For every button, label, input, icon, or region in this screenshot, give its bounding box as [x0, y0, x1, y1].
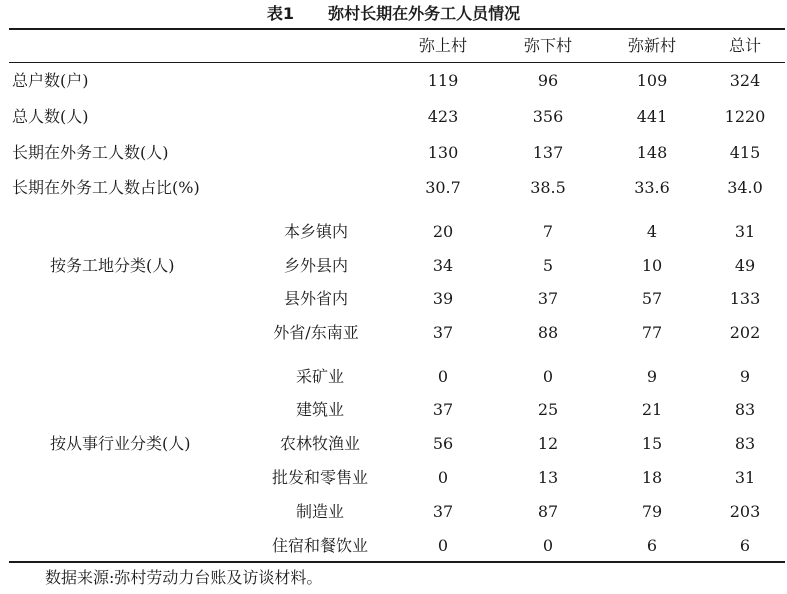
table-cell: 37	[537, 289, 559, 308]
table-cell: 30.7	[425, 178, 461, 197]
sub-row-label: 外省/东南亚	[273, 323, 359, 342]
column-header: 总计	[728, 36, 761, 55]
table-number: 表1	[266, 4, 295, 23]
group-label: 按从事行业分类(人)	[50, 434, 191, 453]
table-cell: 0	[542, 367, 554, 386]
sub-row-label: 县外省内	[283, 289, 348, 308]
table-cell: 5	[542, 256, 554, 275]
sub-row-label: 采矿业	[295, 367, 344, 386]
sub-row-label: 建筑业	[295, 400, 344, 419]
table-cell: 130	[427, 143, 459, 162]
table-cell: 12	[537, 434, 559, 453]
table-cell: 148	[636, 143, 668, 162]
table-cell: 137	[532, 143, 564, 162]
table-cell: 34.0	[727, 178, 763, 197]
column-header: 弥上村	[418, 36, 467, 55]
column-header: 弥下村	[523, 36, 572, 55]
row-label: 总户数(户)	[12, 71, 89, 90]
table-cell: 83	[734, 400, 756, 419]
table-cell: 0	[542, 536, 554, 555]
table-cell: 441	[636, 107, 668, 126]
table-cell: 356	[532, 107, 564, 126]
table-cell: 96	[537, 71, 559, 90]
table-cell: 79	[641, 502, 663, 521]
group-label: 按务工地分类(人)	[50, 256, 175, 275]
table-cell: 21	[641, 400, 663, 419]
row-label: 长期在外务工人数(人)	[12, 143, 169, 162]
table-cell: 415	[729, 143, 761, 162]
top-rule	[9, 28, 785, 30]
table-cell: 1220	[724, 107, 766, 126]
sub-row-label: 乡外县内	[283, 256, 348, 275]
table-cell: 77	[641, 323, 663, 342]
table-cell: 88	[537, 323, 559, 342]
table-cell: 37	[432, 400, 454, 419]
table-cell: 10	[641, 256, 663, 275]
table-cell: 13	[537, 468, 559, 487]
table-cell: 203	[729, 502, 761, 521]
table-cell: 6	[646, 536, 658, 555]
table-cell: 119	[427, 71, 459, 90]
table-cell: 202	[729, 323, 761, 342]
table-cell: 56	[432, 434, 454, 453]
table-cell: 38.5	[530, 178, 566, 197]
table-cell: 15	[641, 434, 663, 453]
table-cell: 37	[432, 323, 454, 342]
table-cell: 39	[432, 289, 454, 308]
table-cell: 25	[537, 400, 559, 419]
sub-row-label: 住宿和餐饮业	[271, 536, 368, 555]
table-caption: 弥村长期在外务工人员情况	[328, 4, 521, 23]
table-cell: 57	[641, 289, 663, 308]
table-cell: 7	[542, 222, 554, 241]
table-cell: 49	[734, 256, 756, 275]
table-cell: 37	[432, 502, 454, 521]
table-cell: 9	[739, 367, 751, 386]
sub-row-label: 农林牧渔业	[279, 434, 360, 453]
table-cell: 0	[437, 468, 449, 487]
bottom-rule	[9, 561, 785, 563]
table-cell: 6	[739, 536, 751, 555]
table-cell: 0	[437, 367, 449, 386]
table-cell: 4	[646, 222, 658, 241]
table-cell: 18	[641, 468, 663, 487]
table-cell: 20	[432, 222, 454, 241]
row-label: 长期在外务工人数占比(%)	[12, 178, 200, 197]
table-cell: 87	[537, 502, 559, 521]
column-header: 弥新村	[627, 36, 676, 55]
source-note: 数据来源:弥村劳动力台账及访谈材料。	[45, 568, 323, 587]
table-cell: 133	[729, 289, 761, 308]
table-cell: 31	[734, 468, 756, 487]
table-cell: 0	[437, 536, 449, 555]
table-cell: 83	[734, 434, 756, 453]
table-cell: 109	[636, 71, 668, 90]
table-cell: 423	[427, 107, 459, 126]
table-cell: 9	[646, 367, 658, 386]
table-cell: 34	[432, 256, 454, 275]
sub-row-label: 本乡镇内	[283, 222, 348, 241]
header-rule	[9, 62, 785, 63]
table-cell: 31	[734, 222, 756, 241]
row-label: 总人数(人)	[12, 107, 89, 126]
sub-row-label: 制造业	[295, 502, 344, 521]
table-cell: 324	[729, 71, 761, 90]
table-title	[0, 2, 787, 26]
sub-row-label: 批发和零售业	[271, 468, 368, 487]
table-cell: 33.6	[634, 178, 670, 197]
